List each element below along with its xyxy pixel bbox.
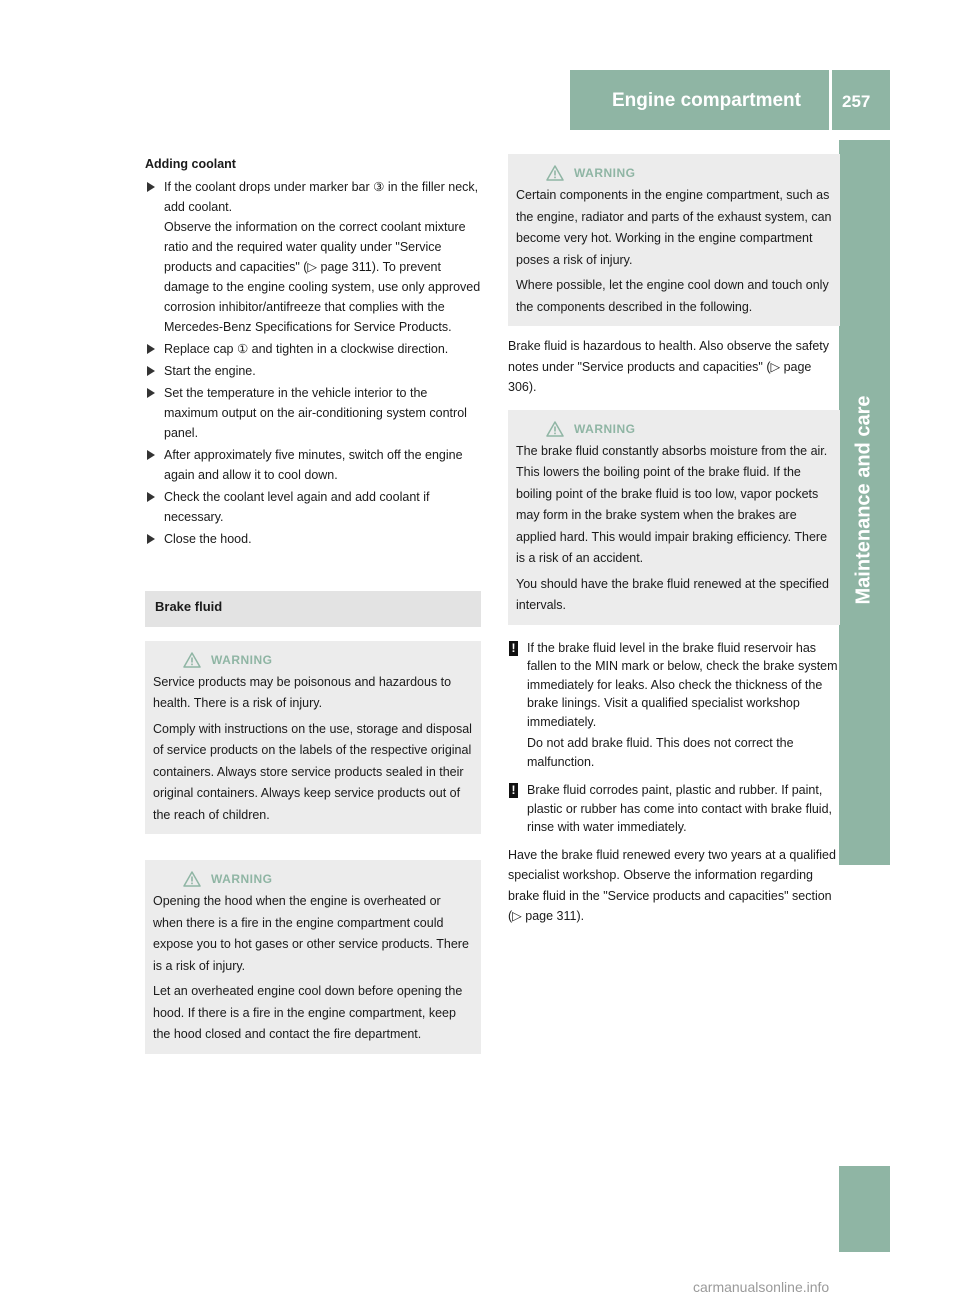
notice-item [508,781,840,837]
exclamation-icon: ! [509,783,518,798]
warning-paragraph: Opening the hood when the engine is overheated or when there is a fire in the engine compartment could expose you to hot gases or other service products. There is a risk of injury. [153,894,469,973]
warning-paragraph: Service products may be poisonous and hazardous to health. There is a risk of injury. [153,674,452,710]
warning-paragraph: Certain components in the engine compartment, such as the engine, radiator and parts of the exhaust system, can become very hot. Working in the engine compartment poses a risk of injury. [516,188,832,267]
step-text: Set the temperature in the vehicle interior to the maximum output on the air-conditioning system control panel. [164,385,467,440]
warning-label: WARNING [574,421,636,436]
warning-paragraph: Comply with instructions on the use, storage and disposal of service products on the labels of the respective original containers. Always store service products sealed in their original containers. Always keep service products out of the reach of children. [153,721,472,822]
notice-paragraph: Brake fluid corrodes paint, plastic and rubber. If paint, plastic or rubber has come into contact with brake fluid, rinse with water immediately. [527,783,833,834]
right-column [508,154,840,927]
warning-paragraph: You should have the brake fluid renewed at the specified intervals. [516,576,829,612]
chapter-label: Maintenance and care [852,395,875,605]
warning-triangle-icon [546,421,564,437]
notice-paragraph: Do not add brake fluid. This does not correct the malfunction. [527,736,794,769]
arrow-right-icon [147,366,155,376]
arrow-right-icon [147,534,155,544]
warning-paragraph: Let an overheated engine cool down before opening the hood. If there is a fire in the engine compartment, keep the hood closed and contact the fire department. [153,984,463,1041]
warning-header [183,867,473,891]
warning-header [183,648,473,672]
step-text: Replace cap ① and tighten in a clockwise direction. [164,341,449,356]
warning-triangle-icon [183,871,201,887]
page-section-title: Engine compartment [612,90,801,111]
step-text: After approximately five minutes, switch off the engine again and allow it to cool down. [164,447,463,482]
warning-label: WARNING [211,872,273,886]
step-item [145,383,481,443]
step-item [145,445,481,485]
step-text: Check the coolant level again and add coolant if necessary. [164,489,430,524]
closing-paragraph: Have the brake fluid renewed every two years at a qualified specialist workshop. Observe the information regarding brake fluid in the "Service products and capacities" section (▷ page 311). [508,847,836,923]
warning-paragraph: Where possible, let the engine cool down and touch only the components described in the following. [516,278,829,314]
notice-paragraph: If the brake fluid level in the brake fluid reservoir has fallen to the MIN mark or below, check the brake system immediately for leaks. Also check the thickness of the brake linings. Visit a qualified specialist workshop immediately. [527,640,838,729]
arrow-right-icon [147,182,155,192]
step-item [145,339,481,359]
warning-box [508,154,840,326]
step-text: Close the hood. [164,531,252,546]
warning-paragraph: The brake fluid constantly absorbs moisture from the air. This lowers the boiling point of the brake fluid. If the boiling point of the brake fluid is too low, vapor pockets may form in the brake system when the brakes are applied hard. This would impair braking efficiency. There is a risk of an accident. [516,443,828,565]
warning-box [508,410,840,625]
watermark: carmanualsonline.info [693,1279,830,1295]
step-text: Start the engine. [164,363,256,378]
page-number: 257 [842,92,871,111]
brake-fluid-section-header [145,591,481,627]
step-item [145,487,481,527]
side-marker [839,1166,890,1252]
warning-triangle-icon [546,165,564,181]
step-item [145,177,481,337]
adding-coolant-heading: Adding coolant [145,157,236,171]
exclamation-icon: ! [509,641,518,656]
section-title: Brake fluid [155,598,223,614]
warning-triangle-icon [183,652,201,668]
intro-paragraph: Brake fluid is hazardous to health. Also observe the safety notes under "Service products and capacities" (▷ page 306). [508,339,830,394]
header-divider [829,70,832,130]
left-column [145,154,481,1054]
arrow-right-icon [147,450,155,460]
warning-header [546,417,832,441]
step-text: If the coolant drops under marker bar ③ in the filler neck, add coolant. Observe the information on the correct coolant mixture ratio and the required water quality under "Service products and capacities" (▷ page 311). To prevent damage to the engine cooling system, use only approved corrosion inhibitor/antifreeze that complies with the Mercedes-Benz Specifications for Service Products. [164,179,481,334]
arrow-right-icon [147,388,155,398]
warning-box [145,860,481,1054]
step-item [145,529,481,549]
arrow-right-icon [147,492,155,502]
warning-label: WARNING [574,166,636,180]
arrow-right-icon [147,344,155,354]
warning-label: WARNING [211,652,273,667]
warning-box [145,641,481,835]
step-item [145,361,481,381]
warning-header [546,161,832,185]
notice-item [508,639,840,772]
